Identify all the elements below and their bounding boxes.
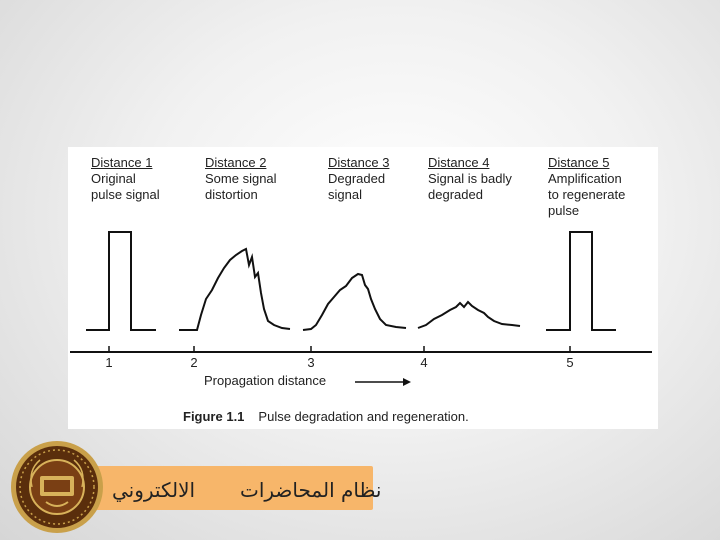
stage-heading-3 <box>328 155 389 203</box>
stage-heading-5 <box>548 155 625 219</box>
stage-desc-2-line-2: distortion <box>205 187 258 202</box>
tick-label-1: 1 <box>105 355 113 370</box>
tick-label-4: 4 <box>420 355 428 370</box>
waveform-some-distortion <box>179 249 290 330</box>
stage-desc-2-line-1: Some signal <box>205 171 277 186</box>
stage-desc-3-line-2: signal <box>328 187 362 202</box>
tick-label-5: 5 <box>566 355 574 370</box>
stage-heading-2 <box>205 155 277 203</box>
footer-text-left: الالكتروني <box>112 478 196 502</box>
waveform-degraded <box>303 274 406 330</box>
axis-arrow-head-icon <box>403 378 411 386</box>
stage-title-4: Distance 4 <box>428 155 490 170</box>
stage-desc-5-line-1: Amplification <box>548 171 622 186</box>
stage-desc-5-line-3: pulse <box>548 203 580 218</box>
stage-desc-1-line-2: pulse signal <box>91 187 160 202</box>
figure-caption <box>183 409 469 424</box>
waveform-regenerated-pulse <box>546 232 616 330</box>
stage-title-2: Distance 2 <box>205 155 267 170</box>
axis-label: Propagation distance <box>204 373 327 388</box>
stage-title-3: Distance 3 <box>328 155 390 170</box>
stage-heading-4 <box>428 155 512 203</box>
tick-label-2: 2 <box>190 355 198 370</box>
figure-caption-text: Pulse degradation and regeneration. <box>258 409 469 424</box>
waveform-original-pulse <box>86 232 156 330</box>
stage-heading-1 <box>91 155 160 203</box>
stage-title-1: Distance 1 <box>91 155 153 170</box>
stage-title-5: Distance 5 <box>548 155 610 170</box>
waveform-badly-degraded <box>418 302 520 328</box>
stage-desc-4-line-1: Signal is badly <box>428 171 512 186</box>
figure-panel <box>68 147 658 429</box>
stage-desc-4-line-2: degraded <box>428 187 483 202</box>
university-logo-icon <box>10 440 104 534</box>
figure-number: Figure 1.1 <box>183 409 245 424</box>
stage-desc-5-line-2: to regenerate <box>548 187 626 202</box>
footer-text-right: نظام المحاضرات <box>240 478 382 502</box>
stage-desc-1-line-1: Original <box>91 171 136 186</box>
stage-desc-3-line-1: Degraded <box>328 171 386 186</box>
tick-label-3: 3 <box>307 355 315 370</box>
